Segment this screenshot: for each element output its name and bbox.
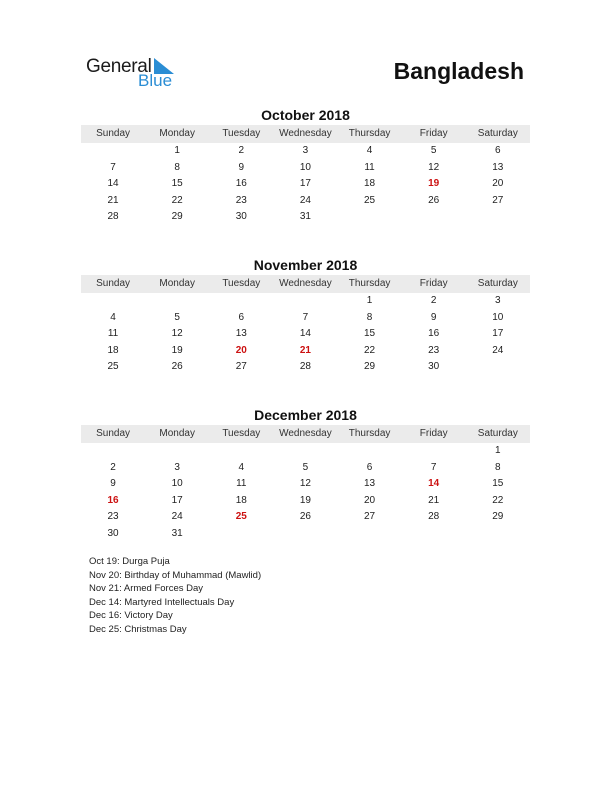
week-row	[81, 509, 530, 526]
day-cell: 1	[174, 145, 180, 156]
day-cell: 21	[107, 194, 119, 206]
day-cell: 31	[171, 527, 183, 539]
day-cell: 4	[110, 311, 116, 323]
day-cell: 18	[235, 494, 247, 506]
day-cell: 2	[238, 145, 245, 156]
day-cell: 14	[299, 328, 311, 340]
weekday-label: Wednesday	[279, 278, 332, 289]
week-row	[81, 326, 530, 343]
day-cell: 23	[428, 344, 440, 356]
empty-day-cell	[145, 443, 209, 460]
day-cell: 5	[174, 311, 180, 323]
weekday-header	[81, 275, 530, 293]
day-cell: 18	[107, 344, 119, 356]
day-cell: 15	[364, 328, 376, 340]
week-row	[81, 343, 530, 360]
weekday-label: Monday	[159, 428, 195, 439]
holiday-day-cell: 21	[299, 344, 311, 356]
day-cell: 28	[107, 211, 119, 223]
day-cell: 13	[235, 328, 247, 340]
day-cell: 11	[236, 478, 247, 490]
weekday-label: Sunday	[96, 128, 131, 139]
day-cell: 4	[238, 461, 245, 473]
weekday-label: Wednesday	[279, 128, 332, 139]
day-cell: 11	[364, 161, 375, 173]
weekday-header	[81, 125, 530, 143]
day-cell: 6	[495, 145, 501, 156]
day-cell: 24	[171, 511, 183, 523]
day-cell: 15	[171, 178, 183, 190]
empty-day-cell	[81, 443, 145, 460]
day-cell: 10	[171, 478, 183, 490]
day-cell: 1	[495, 445, 501, 456]
holiday-entry: Dec 16: Victory Day	[89, 610, 173, 622]
month-title: November 2018	[253, 257, 358, 273]
day-cell: 25	[107, 361, 119, 373]
day-cell: 26	[428, 194, 440, 206]
logo-text-general: General	[86, 56, 152, 77]
day-cell: 1	[366, 295, 373, 306]
empty-day-cell	[338, 526, 402, 543]
month-title: October 2018	[261, 107, 350, 123]
empty-day-cell	[338, 209, 402, 226]
day-cell: 16	[235, 178, 247, 190]
holiday-entry: Nov 20: Birthday of Muhammad (Mawlid)	[89, 569, 262, 581]
day-cell: 3	[495, 295, 501, 306]
holiday-day-cell: 19	[428, 178, 440, 190]
day-cell: 13	[492, 161, 504, 173]
day-cell: 27	[364, 511, 376, 523]
empty-day-cell	[402, 209, 466, 226]
day-cell: 20	[492, 178, 504, 190]
week-row	[81, 143, 530, 160]
day-cell: 25	[364, 194, 376, 206]
day-cell: 24	[299, 194, 311, 206]
day-cell: 8	[366, 311, 373, 323]
empty-day-cell	[466, 359, 530, 376]
day-cell: 30	[235, 211, 247, 223]
week-row	[81, 160, 530, 177]
weekday-label: Friday	[419, 278, 448, 289]
day-cell: 18	[364, 178, 376, 190]
day-cell: 5	[302, 461, 309, 473]
day-cell: 24	[492, 344, 504, 356]
day-cell: 5	[430, 145, 437, 156]
weekday-label: Tuesday	[222, 128, 261, 139]
day-cell: 16	[428, 328, 440, 340]
day-cell: 30	[428, 361, 440, 373]
day-cell: 22	[492, 494, 504, 506]
day-cell: 26	[299, 511, 311, 523]
week-row	[81, 493, 530, 510]
day-cell: 20	[364, 494, 376, 506]
day-cell: 17	[299, 178, 311, 190]
day-cell: 17	[492, 328, 504, 340]
empty-day-cell	[209, 526, 273, 543]
weekday-label: Thursday	[348, 278, 391, 289]
day-cell: 19	[171, 344, 183, 356]
weekday-label: Thursday	[348, 128, 391, 139]
empty-day-cell	[81, 143, 145, 160]
day-cell: 7	[302, 311, 309, 323]
day-cell: 28	[299, 361, 311, 373]
holiday-day-cell: 14	[428, 478, 440, 490]
day-cell: 17	[171, 494, 183, 506]
day-cell: 6	[366, 461, 373, 473]
weekday-label: Monday	[159, 128, 195, 139]
weekday-label: Friday	[419, 128, 448, 139]
day-cell: 11	[107, 328, 119, 340]
empty-day-cell	[273, 443, 337, 460]
day-cell: 13	[364, 478, 376, 490]
day-cell: 29	[171, 211, 183, 223]
month-december	[81, 405, 530, 543]
month-october	[81, 105, 530, 226]
day-cell: 12	[171, 328, 183, 340]
month-november	[81, 255, 530, 376]
weekday-label: Sunday	[96, 278, 131, 289]
holiday-day-cell: 25	[235, 511, 247, 523]
day-cell: 9	[110, 478, 116, 490]
generalblue-logo	[86, 56, 206, 92]
week-row	[81, 193, 530, 210]
weekday-label: Saturday	[477, 278, 518, 289]
weekday-label: Wednesday	[279, 428, 332, 439]
day-cell: 21	[428, 494, 440, 506]
day-cell: 14	[107, 178, 119, 190]
day-cell: 4	[366, 145, 373, 156]
day-cell: 3	[174, 461, 180, 473]
month-title: December 2018	[254, 407, 357, 423]
day-cell: 12	[299, 478, 311, 490]
weekday-label: Saturday	[477, 428, 518, 439]
weekday-label: Friday	[419, 428, 448, 439]
empty-day-cell	[402, 443, 466, 460]
holiday-list	[89, 555, 261, 637]
day-cell: 9	[430, 311, 437, 323]
day-cell: 3	[302, 145, 309, 156]
day-cell: 29	[364, 361, 376, 373]
holiday-day-cell: 16	[107, 494, 119, 506]
weekday-label: Tuesday	[222, 278, 261, 289]
week-row	[81, 209, 530, 226]
day-cell: 9	[238, 161, 245, 173]
day-cell: 28	[428, 511, 440, 523]
holiday-entry: Oct 19: Durga Puja	[89, 556, 170, 567]
day-cell: 23	[107, 511, 119, 523]
holiday-day-cell: 20	[235, 344, 247, 356]
empty-day-cell	[273, 293, 337, 310]
day-cell: 22	[171, 194, 183, 206]
empty-day-cell	[209, 443, 273, 460]
empty-day-cell	[209, 293, 273, 310]
day-cell: 27	[492, 194, 504, 206]
empty-day-cell	[466, 209, 530, 226]
logo-text-blue: Blue	[138, 71, 173, 90]
empty-day-cell	[466, 526, 530, 543]
weekday-label: Sunday	[96, 428, 131, 439]
day-cell: 12	[428, 161, 440, 173]
day-cell: 29	[492, 511, 504, 523]
day-cell: 15	[492, 478, 504, 490]
week-row	[81, 476, 530, 493]
empty-day-cell	[81, 293, 145, 310]
weekday-label: Saturday	[477, 128, 518, 139]
day-cell: 31	[299, 211, 311, 223]
holiday-entry: Nov 21: Armed Forces Day	[89, 583, 204, 595]
weekday-header	[81, 425, 530, 443]
day-cell: 30	[107, 527, 119, 539]
day-cell: 19	[299, 494, 311, 506]
week-row	[81, 443, 530, 460]
day-cell: 8	[174, 161, 180, 173]
day-cell: 2	[110, 461, 116, 473]
weekday-label: Tuesday	[222, 428, 261, 439]
day-cell: 27	[235, 361, 247, 373]
day-cell: 6	[238, 311, 245, 323]
weekday-label: Monday	[159, 278, 195, 289]
empty-day-cell	[145, 293, 209, 310]
week-row	[81, 293, 530, 310]
week-row	[81, 460, 530, 477]
day-cell: 7	[110, 161, 116, 173]
weekday-label: Thursday	[348, 428, 391, 439]
day-cell: 7	[430, 461, 437, 473]
day-cell: 23	[235, 194, 247, 206]
empty-day-cell	[402, 526, 466, 543]
week-row	[81, 359, 530, 376]
day-cell: 22	[364, 344, 376, 356]
holiday-entry: Dec 14: Martyred Intellectuals Day	[89, 596, 235, 608]
empty-day-cell	[273, 526, 337, 543]
day-cell: 2	[430, 295, 437, 306]
day-cell: 10	[299, 161, 311, 173]
country-title: Bangladesh	[393, 58, 524, 84]
week-row	[81, 526, 530, 543]
week-row	[81, 176, 530, 193]
day-cell: 26	[171, 361, 183, 373]
day-cell: 8	[495, 461, 501, 473]
holiday-entry: Dec 25: Christmas Day	[89, 623, 187, 635]
week-row	[81, 310, 530, 327]
day-cell: 10	[492, 311, 504, 323]
empty-day-cell	[338, 443, 402, 460]
